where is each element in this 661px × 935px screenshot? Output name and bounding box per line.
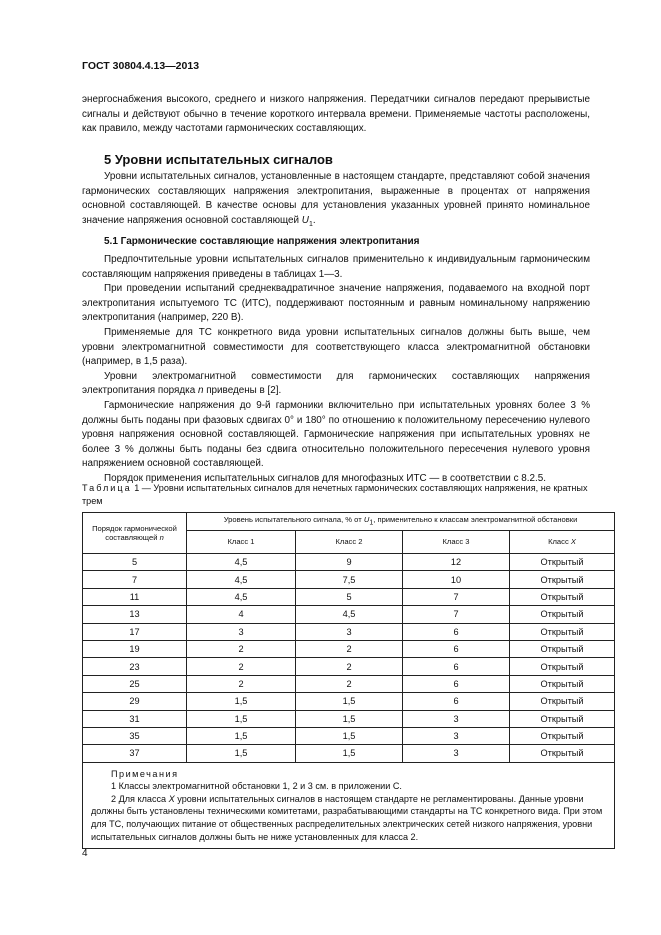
- table-cell: 7: [83, 571, 187, 588]
- table-row: [83, 675, 615, 692]
- caption-text: — Уровни испытательных сигналов для нечетных гармонических составляющих напряжения, не кратных трем: [82, 483, 588, 506]
- class-3-header: Класс 3: [403, 531, 510, 554]
- u1-subscript: 1: [369, 519, 374, 527]
- table-1-caption: [82, 482, 594, 507]
- table-cell: 19: [83, 640, 187, 657]
- table-cell: Открытый: [510, 606, 615, 623]
- table-cell: 2: [296, 640, 403, 657]
- table-row: [83, 606, 615, 623]
- table-cell: 23: [83, 658, 187, 675]
- subsection-5-1-body: [82, 253, 590, 487]
- caption-label: Таблица: [82, 483, 132, 493]
- notes-heading: Примечания: [111, 768, 179, 779]
- table-cell: 17: [83, 623, 187, 640]
- table-cell: 4,5: [296, 606, 403, 623]
- table-cell: 31: [83, 710, 187, 727]
- paragraph: Гармонические напряжения до 9-й гармоники включительно при испытательных уровнях более 3 % должны быть поданы при фазовых сдвигах 0° и 180° по отношению к положительному пересечению нулевого уровня напряжения основной составляющей. Гармонические напряжения при испытательных уровнях не более 3 % должны быть поданы без сдвига относительно положительного пересечения нулевого уровня напряжением основной составляющей.: [82, 399, 590, 470]
- table-notes: [83, 762, 615, 849]
- table-cell: Открытый: [510, 658, 615, 675]
- order-column-header: [83, 513, 187, 554]
- table-cell: Открытый: [510, 727, 615, 744]
- section-5-paragraph: [82, 170, 590, 232]
- table-row: [83, 623, 615, 640]
- class-x-header: [510, 531, 615, 554]
- table-cell: Открытый: [510, 588, 615, 605]
- table-cell: 1,5: [187, 727, 296, 744]
- table-cell: 3: [403, 727, 510, 744]
- table-cell: 10: [403, 571, 510, 588]
- table-cell: 7: [403, 606, 510, 623]
- table-row: [83, 745, 615, 762]
- table-cell: 1,5: [187, 745, 296, 762]
- table-cell: 1,5: [296, 745, 403, 762]
- table-1: [82, 512, 615, 849]
- subsection-5-1-title: 5.1 Гармонические составляющие напряжения электропитания: [104, 236, 420, 247]
- x-symbol: X: [168, 793, 175, 804]
- table-cell: 3: [403, 710, 510, 727]
- x-symbol: X: [570, 537, 576, 547]
- note-2: [91, 793, 606, 843]
- class-2-header: Класс 2: [296, 531, 403, 554]
- intro-text: энергоснабжения высокого, среднего и низкого напряжения. Передатчики сигналов передают прерывистые сигналы и действуют обычно в течение короткого интервала времени. Применяемые частоты расположены, как правило, между частотами гармонических составляющих.: [82, 94, 590, 135]
- u1-subscript: 1: [308, 220, 313, 228]
- table-cell: 1,5: [296, 693, 403, 710]
- class-x-label: Класс: [548, 537, 569, 547]
- table-cell: 1,5: [296, 710, 403, 727]
- table-cell: 4,5: [187, 588, 296, 605]
- table-header-row: [83, 513, 615, 531]
- u1-symbol: U: [363, 515, 370, 525]
- table-cell: Открытый: [510, 745, 615, 762]
- n-symbol: n: [197, 385, 204, 397]
- order-header-text: Порядок гармонической составляющей: [92, 523, 177, 542]
- table-cell: 12: [403, 554, 510, 571]
- table-cell: 29: [83, 693, 187, 710]
- table-cell: 6: [403, 693, 510, 710]
- table-row: [83, 588, 615, 605]
- paragraph: [82, 370, 590, 399]
- table-cell: 4: [187, 606, 296, 623]
- section-5-text-end: .: [312, 214, 316, 226]
- table-cell: Открытый: [510, 710, 615, 727]
- table-row: [83, 571, 615, 588]
- table-cell: 5: [83, 554, 187, 571]
- table-cell: 4,5: [187, 554, 296, 571]
- u1-symbol: U: [301, 214, 309, 226]
- table-cell: 2: [187, 658, 296, 675]
- table-cell: 37: [83, 745, 187, 762]
- table-row: [83, 658, 615, 675]
- n-symbol: n: [159, 533, 164, 542]
- paragraph: Порядок применения испытательных сигналов для многофазных ИТС — в соответствии с 8.2.5.: [104, 472, 546, 484]
- table-cell: 6: [403, 658, 510, 675]
- table-cell: 3: [187, 623, 296, 640]
- table-row: [83, 727, 615, 744]
- table-cell: Открытый: [510, 675, 615, 692]
- notes-row: [83, 762, 615, 849]
- table-row: [83, 710, 615, 727]
- table-row: [83, 640, 615, 657]
- paragraph-text: Уровни электромагнитной совместимости для гармонических составляющих напряжения электропитания порядка: [82, 370, 590, 397]
- note-2-text: уровни испытательных сигналов в настоящем стандарте не регламентированы. Данные уровни должны быть установлены техническими комитетами, разрабатывающими стандарты на ТС конкретного вида. При этом для ТС, получающих питание от общественных распределительных электрических сетей низкого напряжения, уровни испытательных сигналов должны быть не ниже установленных для класса 2.: [91, 793, 603, 842]
- table-cell: 35: [83, 727, 187, 744]
- table-cell: 6: [403, 675, 510, 692]
- level-group-header: [187, 513, 615, 531]
- table-cell: 6: [403, 640, 510, 657]
- table-cell: Открытый: [510, 693, 615, 710]
- document-header: ГОСТ 30804.4.13—2013: [82, 60, 200, 72]
- table-cell: 6: [403, 623, 510, 640]
- note-1: 1 Классы электромагнитной обстановки 1, 2 и 3 см. в приложении С.: [111, 781, 402, 792]
- table-cell: Открытый: [510, 640, 615, 657]
- section-5-title: 5 Уровни испытательных сигналов: [104, 152, 333, 167]
- table-row: [83, 554, 615, 571]
- group-header-text: Уровень испытательного сигнала, % от: [223, 515, 362, 525]
- note-2-text: 2 Для класса: [111, 793, 167, 804]
- table-cell: 5: [296, 588, 403, 605]
- table-cell: 7,5: [296, 571, 403, 588]
- table-cell: 1,5: [187, 710, 296, 727]
- table-cell: 2: [187, 640, 296, 657]
- section-5-text: Уровни испытательных сигналов, установленные в настоящем стандарте, представляют собой значения гармонических составляющих напряжения электропитания, выраженные в процентах от напряжения основной составляющей. В качестве основы для установления указанных уровней принято номинальное значение напряжения основной составляющей: [82, 171, 590, 226]
- table-cell: 1,5: [187, 693, 296, 710]
- table-cell: 1,5: [296, 727, 403, 744]
- table-cell: 2: [296, 658, 403, 675]
- group-header-text-end: , применительно к классам электромагнитной обстановки: [373, 515, 578, 525]
- table-cell: 11: [83, 588, 187, 605]
- table-cell: Открытый: [510, 571, 615, 588]
- table-cell: 4,5: [187, 571, 296, 588]
- table-cell: 7: [403, 588, 510, 605]
- table-row: [83, 693, 615, 710]
- table-cell: 25: [83, 675, 187, 692]
- table-cell: 3: [403, 745, 510, 762]
- table-cell: Открытый: [510, 623, 615, 640]
- paragraph: Предпочтительные уровни испытательных сигналов применительно к индивидуальным гармоническим составляющим напряжения приведены в таблицах 1—3.: [82, 254, 590, 280]
- paragraph: Применяемые для ТС конкретного вида уровни испытательных сигналов должны быть выше, чем уровни электромагнитной совместимости для соответствующего класса электромагнитной обстановки (например, в 1,5 раза).: [82, 326, 590, 368]
- class-1-header: Класс 1: [187, 531, 296, 554]
- intro-paragraph: [82, 93, 590, 137]
- paragraph: При проведении испытаний среднеквадратичное значение напряжения, подаваемого на входной порт электропитания испытуемого ТС (ИТС), поддерживают постоянным и равным номинальному напряжению электропитания (например, 220 В).: [82, 283, 590, 324]
- page-number: 4: [82, 848, 88, 859]
- table-cell: 13: [83, 606, 187, 623]
- table-body: [83, 554, 615, 763]
- table-cell: 9: [296, 554, 403, 571]
- paragraph-text: приведены в [2].: [206, 385, 282, 397]
- table-cell: 3: [296, 623, 403, 640]
- table-cell: 2: [296, 675, 403, 692]
- table-cell: Открытый: [510, 554, 615, 571]
- table-cell: 2: [187, 675, 296, 692]
- caption-number: 1: [134, 483, 140, 493]
